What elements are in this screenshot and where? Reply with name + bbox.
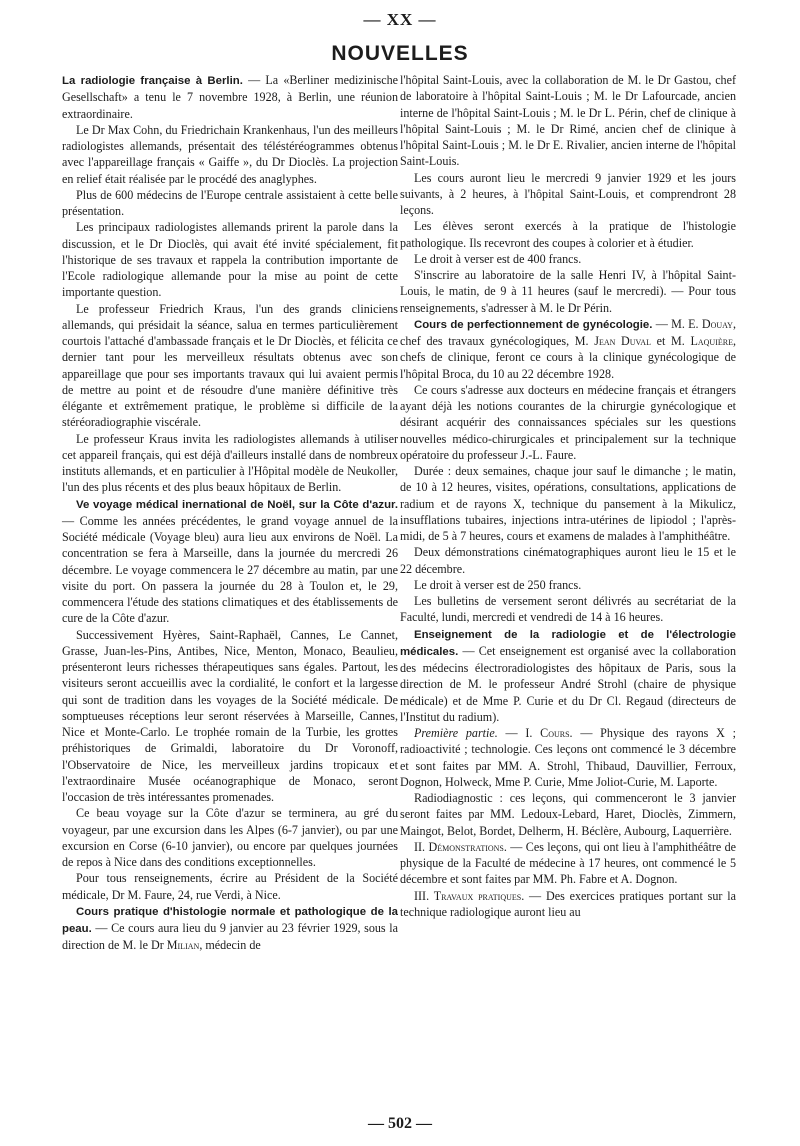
paragraph-premiere-partie — [400, 725, 736, 790]
paragraph: Le professeur Kraus invita les radiologistes allemands à utiliser cet appareil français, qui est déjà d'ailleurs installé dans de nombreux instituts allemands, et en particulier à l'Hôpital modèle de Neukoller, l'un des plus récents et des plus beaux hôpitaux de Berlin. — [62, 431, 398, 495]
article-enseignement-radiologie — [400, 626, 736, 726]
page-number-roman: — XX — — [363, 10, 437, 29]
article-radiologie-berlin — [62, 72, 398, 122]
article-text: — Comme les années précédentes, le grand voyage annuel de la Société médicale (Voyage bleu) aura lieu aux environs de Noël. La concentration se fera à Marseille, dans la journée du mercredi 26 décembre. Le voyage commencera le 27 décembre au matin, par une visite du port. On passera la journée du 28 à Toulon et, le 29, commencera l'étude des stations climatiques et des établissements de cure de la Côte d'azur. — [62, 513, 398, 626]
paragraph: Ce cours s'adresse aux docteurs en médecine français et étrangers ayant déjà les notions courantes de la chirurgie gynécologique et désirant acquérir des connaissances spéciales sur les questions nouvelles médico-chirurgicales et principalement sur la technique opératoire du professeur J.-L. Faure. — [400, 382, 736, 462]
article-heading: Ve voyage médical inernational de Noël, sur la Côte d'azur. — [76, 498, 398, 511]
article-text: — Des exercices pratiques portant sur la technique radiologique auront lieu au — [400, 888, 737, 919]
article-text: et M. — [650, 334, 691, 348]
paragraph: Successivement Hyères, Saint-Raphaël, Cannes, Le Cannet, Grasse, Juan-les-Pins, Antibes, Nice, Menton, Monaco, Beaulieu, présenteront leurs richesses thérapeutiques sans égales. Partout, les visiteurs seront accueillis avec la cordialité, le confort et la largesse qui sont de tradition dans les voyages de la Société médicale. De somptueuses réceptions leur seront réservées à Marseille, Cannes, Nice et Monte-Carlo. Le trophée romain de la Turbie, les grottes préhistoriques de Grimaldi, laboratoire du Dr Voronoff, l'Observatoire de Nice, les merveilleux jardins tropicaux et l'extraordinaire Musée océanographique de Monaco, seront l'occasion de très intéressantes promenades. — [62, 627, 398, 804]
paragraph: Durée : deux semaines, chaque jour sauf le dimanche ; le matin, de 10 à 12 heures, visites, opérations, consultations, applications de radium et de rayons X, technique du pansement à la Mikulicz, insufflations tubaires, injections intra-utérines de lipiodol ; l'après-midi, de 5 à 7 heures, cours et examens de malades à l'amphithéâtre. — [400, 464, 736, 543]
article-heading: Cours de perfectionnement de gynécologie. — [414, 318, 653, 331]
right-column — [400, 72, 736, 920]
article-text: — Physique des rayons X ; radioactivité ; technologie. Ces leçons ont commencé le 3 décembre et sont faites par MM. A. Strohl, Thibaud, Dauvillier, Ferroux, Dognon, Holweck, Mme P. Curie, Mme Joliot-Curie, M. Laporte. — [400, 726, 736, 789]
article-text: — M. — [652, 316, 689, 331]
left-column — [62, 72, 398, 954]
paragraph-continued: l'hôpital Saint-Louis, avec la collaboration de M. le Dr Gastou, chef de laboratoire à l'hôpital Saint-Louis ; M. le Dr Lafourcade, ancien interne de l'hôpital Saint-Louis ; M. le Dr L. Périn, chef de clinique à l'hôpital Saint-Louis ; M. le Dr Rimé, ancien chef de clinique à l'hôpital Saint-Louis ; M. le Dr E. Rivalier, ancien interne de l'hôpital Saint-Louis. — [400, 73, 736, 169]
person-name: E. Douay — [688, 316, 733, 331]
paragraph: Les principaux radiologistes allemands prirent la parole dans la discussion, et le Dr Dioclès, qui avait été invité spécialement, fit l'historique de ses travaux et rappela la contribution importante de l'Ecole radiologique allemande pour la mise au point de cette importante question. — [62, 220, 398, 300]
paragraph: S'inscrire au laboratoire de la salle Henri IV, à l'hôpital Saint-Louis, le matin, de 9 à 11 heures (sauf le mercredi). — Pour tous renseignements, s'adresser à M. le Dr Périn. — [400, 268, 736, 315]
subsection-label: — I. Cours. — [497, 726, 573, 740]
person-name: Laquière — [690, 334, 733, 348]
paragraph-demonstrations — [400, 839, 736, 888]
article-heading: Enseignement de la radiologie et de l'électrologie médicales. — [400, 628, 736, 658]
article-text: — Cet enseignement est organisé avec la collaboration des médecins électroradiologistes des hôpitaux de Paris, sous la direction de M. le professeur André Strohl (chaire de physique médicale) et de Mme P. Curie et du Dr Cl. Regaud (directeurs de l'Institut du radium). — [400, 643, 736, 724]
paragraph: Le professeur Friedrich Kraus, l'un des grands cliniciens allemands, qui présidait la séance, salua en termes particulièrement courtois l'attaché d'ambassade français et le Dr Dioclès, et félicita ce dernier tant pour les merveilleux résultats obtenus avec son appareillage que pour ses importants travaux qui lui avaient permis de mettre au point et de résoudre d'une manière définitive très élégante et extrêmement pratique, le problème si difficile de la stéréoradiographie viscérale. — [62, 301, 398, 430]
page-number: — 502 — — [368, 1115, 432, 1132]
article-text: , médecin de — [199, 938, 261, 953]
paragraph: Les cours auront lieu le mercredi 9 janvier 1929 et les jours suivants, à 2 heures, à l'hôpital Saint-Louis, et comprendront 28 leçons. — [400, 170, 736, 217]
article-text: — Ce cours aura lieu du 9 janvier au 23 février 1929, sous la direction de M. le Dr — [62, 921, 398, 953]
paragraph: Les bulletins de versement seront délivrés au secrétariat de la Faculté, lundi, mercredi et vendredi de 14 à 16 heures. — [400, 594, 736, 625]
article-text: , chef des travaux gynécologiques, M. — [400, 316, 736, 348]
paragraph: Pour tous renseignements, écrire au Président de la Société médicale, Dr M. Faure, 24, rue Verdi, à Nice. — [62, 871, 398, 902]
person-name: Milian — [166, 938, 200, 953]
paragraph: Ce beau voyage sur la Côte d'azur se terminera, au gré du voyageur, par une excursion dans les Alpes (6-7 janvier), ou par une excursion en Corse (6-10 janvier), ou encore par quelques journées de repos à Nice dans des conditions exceptionnelles. — [62, 806, 398, 869]
article-text: — Ces leçons, qui ont lieu à l'amphithéâtre de physique de la Faculté de médecine à 17 heures, ont commencé le 5 décembre et sont faites par MM. Ph. Fabre et A. Dognon. — [400, 839, 737, 887]
article-cours-histologie — [62, 903, 398, 954]
paragraph: Le droit à verser est de 400 francs. — [414, 251, 582, 266]
person-name: Jean Duval — [594, 334, 651, 348]
subsection-label: III. Travaux pratiques. — [414, 888, 525, 903]
article-text: , chefs de clinique, feront ce cours à la clinique gynécologique de l'hôpital Broca, du 10 au 22 décembre 1928. — [400, 334, 736, 381]
paragraph-travaux-pratiques — [400, 888, 736, 921]
article-cours-gynecologie — [400, 316, 736, 382]
article-heading: Cours pratique d'histologie normale et pathologique de la peau. — [62, 905, 398, 935]
paragraph: Le droit à verser est de 250 francs. — [414, 577, 582, 592]
section-label: Première partie. — [414, 726, 498, 740]
paragraph: Le Dr Max Cohn, du Friedrichain Krankenhaus, l'un des meilleurs radiologistes allemands, présentait des téléstéréogrammes obtenus avec l'appareillage français « Gaiffe », du Dr Dioclès. La projection en relief était réalisée par le procédé des anaglyphes. — [62, 122, 398, 186]
page-title: NOUVELLES — [331, 42, 469, 65]
paragraph: Radiodiagnostic : ces leçons, qui commenceront le 3 janvier seront faites par MM. Ledoux-Lebard, Haret, Dioclès, Zimmern, Maingot, Belot, Bordet, Delherm, H. Béclère, Aubourg, Laquerrière. — [400, 791, 736, 838]
paragraph: Plus de 600 médecins de l'Europe centrale assistaient à cette belle présentation. — [62, 187, 398, 218]
article-voyage-noel — [62, 496, 398, 627]
article-text: — La «Berliner medizinische Gesellschaft» a tenu le 7 novembre 1928, à Berlin, une réunion extraordinaire. — [62, 73, 399, 121]
article-heading: La radiologie française à Berlin. — [62, 75, 243, 87]
paragraph: Deux démonstrations cinématographiques auront lieu le 15 et le 22 décembre. — [400, 545, 736, 576]
subsection-label: II. Démonstrations. — [414, 839, 507, 854]
paragraph: Les élèves seront exercés à la pratique de l'histologie pathologique. Ils recevront des coupes à colorier et à étudier. — [400, 219, 736, 250]
